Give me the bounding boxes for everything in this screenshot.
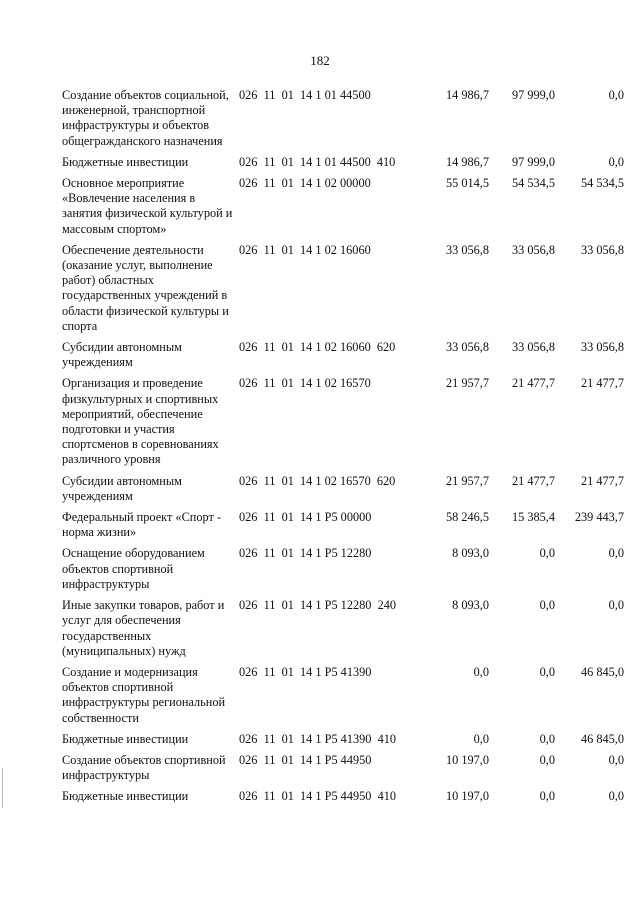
- row-name: Организация и проведение физкультурных и спортивных мероприятий, обеспечение подготовки и участия спортсменов в соревнованиях различного уровня: [62, 376, 219, 467]
- row-classification-code: 026 11 01 14 1 P5 00000: [239, 510, 372, 525]
- row-value-year1: 21 957,7: [445, 473, 489, 488]
- row-value-year1: 8 093,0: [452, 546, 489, 561]
- row-value-year1: 58 246,5: [445, 510, 489, 525]
- row-name: Бюджетные инвестиции: [62, 154, 189, 169]
- row-classification-code: 026 11 01 14 1 P5 44950 410: [239, 789, 397, 804]
- table-row: [62, 370, 624, 467]
- row-name: Субсидии автономным учреждениям: [62, 340, 182, 370]
- row-value-year2: 54 534,5: [511, 176, 555, 191]
- row-value-year1: 14 986,7: [445, 154, 489, 169]
- row-value-year1: 21 957,7: [445, 376, 489, 391]
- row-value-year1: 33 056,8: [445, 340, 489, 355]
- row-value-year3: 0,0: [608, 789, 624, 804]
- row-value-year3: 0,0: [608, 88, 624, 102]
- row-value-year1: 55 014,5: [445, 176, 489, 191]
- row-value-year3: 0,0: [608, 598, 624, 613]
- row-classification-code: 026 11 01 14 1 P5 41390 410: [239, 731, 397, 746]
- row-classification-code: 026 11 01 14 1 P5 44950: [239, 752, 372, 767]
- row-value-year3: 0,0: [608, 154, 624, 169]
- row-value-year1: 33 056,8: [445, 242, 489, 257]
- table-row: [62, 659, 624, 726]
- row-value-year2: 0,0: [539, 598, 555, 613]
- row-classification-code: 026 11 01 14 1 02 16060: [239, 242, 371, 257]
- row-value-year1: 0,0: [473, 731, 489, 746]
- row-value-year2: 97 999,0: [511, 88, 555, 102]
- row-value-year2: 33 056,8: [511, 340, 555, 355]
- row-classification-code: 026 11 01 14 1 02 00000: [239, 176, 371, 191]
- margin-scan-mark: [2, 768, 3, 808]
- table-row: [62, 783, 624, 804]
- row-classification-code: 026 11 01 14 1 P5 41390: [239, 664, 372, 679]
- table-row: [62, 592, 624, 659]
- row-value-year1: 14 986,7: [445, 88, 489, 102]
- row-name: Создание объектов спортивной инфраструктуры: [62, 752, 226, 783]
- row-value-year2: 33 056,8: [511, 242, 555, 257]
- row-value-year2: 15 385,4: [511, 510, 555, 525]
- table-row: [62, 504, 624, 540]
- row-value-year3: 0,0: [608, 752, 624, 767]
- row-classification-code: 026 11 01 14 1 02 16570: [239, 376, 371, 391]
- table-row: [62, 540, 624, 592]
- row-name: Иные закупки товаров, работ и услуг для обеспечения государственных (муниципальных) нужд: [62, 598, 225, 658]
- row-name: Федеральный проект «Спорт - норма жизни»: [62, 510, 222, 540]
- row-value-year2: 21 477,7: [511, 473, 555, 488]
- row-value-year2: 21 477,7: [511, 376, 555, 391]
- row-value-year3: 21 477,7: [580, 376, 624, 391]
- row-name: Бюджетные инвестиции: [62, 731, 189, 746]
- row-value-year2: 97 999,0: [511, 154, 555, 169]
- row-value-year3: 33 056,8: [580, 242, 624, 257]
- row-classification-code: 026 11 01 14 1 02 16570 620: [239, 473, 396, 488]
- row-value-year3: 46 845,0: [580, 731, 624, 746]
- row-value-year2: 0,0: [539, 546, 555, 561]
- row-value-year2: 0,0: [539, 789, 555, 804]
- table-row: [62, 468, 624, 504]
- row-classification-code: 026 11 01 14 1 P5 12280 240: [239, 598, 397, 613]
- table-row: [62, 747, 624, 783]
- table-row: [62, 726, 624, 747]
- page-number: 182: [310, 53, 330, 68]
- row-value-year1: 10 197,0: [445, 752, 489, 767]
- table-row: [62, 237, 624, 334]
- table-row: [62, 88, 624, 149]
- table-row: [62, 170, 624, 237]
- row-value-year3: 46 845,0: [580, 664, 624, 679]
- row-classification-code: 026 11 01 14 1 01 44500 410: [239, 154, 396, 169]
- row-value-year1: 0,0: [473, 664, 489, 679]
- row-value-year1: 8 093,0: [452, 598, 489, 613]
- row-name: Субсидии автономным учреждениям: [62, 473, 182, 503]
- row-value-year3: 21 477,7: [580, 473, 624, 488]
- row-name: Создание и модернизация объектов спортивной инфраструктуры региональной собственности: [62, 664, 226, 725]
- row-value-year3: 54 534,5: [580, 176, 624, 191]
- table-row: [62, 334, 624, 370]
- budget-table: [62, 88, 624, 805]
- row-value-year2: 0,0: [539, 731, 555, 746]
- row-classification-code: 026 11 01 14 1 02 16060 620: [239, 340, 396, 355]
- table-row: [62, 149, 624, 170]
- row-name: Бюджетные инвестиции: [62, 789, 189, 804]
- row-value-year1: 10 197,0: [445, 789, 489, 804]
- row-name: Основное мероприятие «Вовлечение населения в занятия физической культурой и массовым спортом»: [62, 176, 233, 236]
- row-name: Оснащение оборудованием объектов спортивной инфраструктуры: [62, 546, 205, 591]
- row-value-year2: 0,0: [539, 752, 555, 767]
- row-value-year2: 0,0: [539, 664, 555, 679]
- row-value-year3: 33 056,8: [580, 340, 624, 355]
- row-value-year3: 0,0: [608, 546, 624, 561]
- row-classification-code: 026 11 01 14 1 01 44500: [239, 88, 371, 102]
- row-name: Обеспечение деятельности (оказание услуг, выполнение работ) областных государственных учреждений в области физической культуры и спорта: [62, 242, 229, 333]
- row-name: Создание объектов социальной, инженерной, транспортной инфраструктуры и объектов общегражданского назначения: [62, 88, 229, 148]
- row-value-year3: 239 443,7: [574, 510, 624, 525]
- row-classification-code: 026 11 01 14 1 P5 12280: [239, 546, 372, 561]
